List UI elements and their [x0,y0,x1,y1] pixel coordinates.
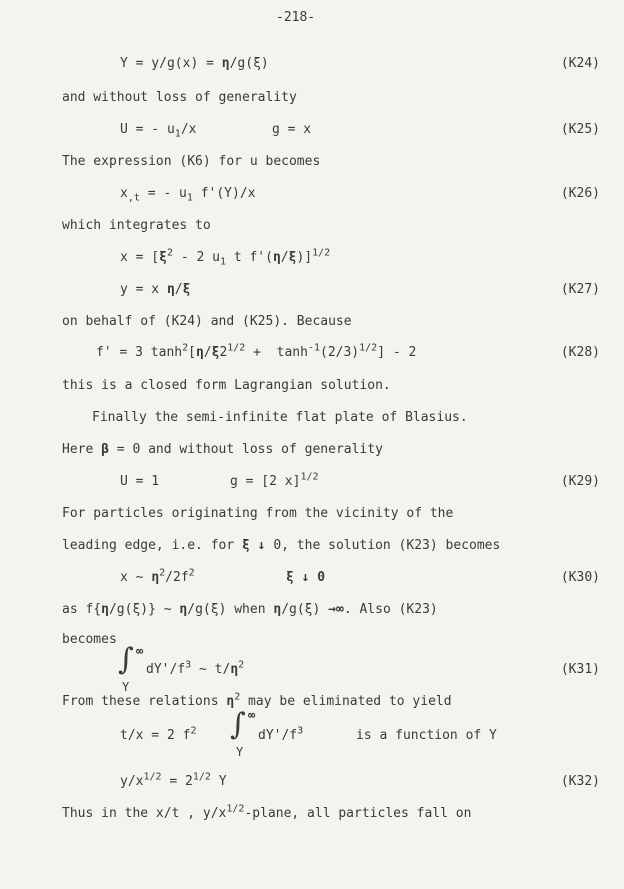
text-line: becomes [62,632,117,647]
equation-k25-part1: U = - $u_1/x$ [120,122,197,140]
equation-k31: $dY'/f^3$ ~ $t/\eta^2$ [146,659,245,677]
text-line: For particles originating from the vicinity of the [62,506,454,521]
integral-upper-limit: ∞ [248,708,256,722]
equation-label-k32: (K32) [560,774,600,789]
text-line: Thus in the x/t , $y/x^{1/2}$-plane, all particles fall on [62,803,472,821]
equation-integrand: $dY'/f^3$ [258,725,304,743]
equation-label-k27: (K27) [560,282,600,297]
equation-k24: Y = y/g(x) = η/g(ξ) [120,56,269,71]
equation-label-k24: (K24) [560,56,600,71]
text-line: this is a closed form Lagrangian solution. [62,378,391,393]
text-line: which integrates to [62,218,211,233]
text-line: From these relations $\eta^2$ may be eliminated to yield [62,691,452,709]
equation-t-over-x: t/x = 2 $f^2$ [120,725,197,743]
equation-label-k29: (K29) [560,474,600,489]
page-number: -218- [276,10,316,25]
integral-sign: ∫ [118,642,134,677]
equation-k30-condition: ξ ↓ 0 [286,570,326,585]
text-line: as f{η/g(ξ)} ~ η/g(ξ) when η/g(ξ) →∞. Also (K23) [62,602,438,617]
equation-label-k28: (K28) [560,345,600,360]
equation-integrated-x: $x = [\xi^2 - 2$ $u_1$ t f'(η/ξ)]$^{1/2}$ [120,247,331,268]
equation-k32: $y/x^{1/2} = 2^{1/2}$ Y [120,771,227,789]
integral-lower-limit: Y [236,745,244,759]
equation-label-k26: (K26) [560,186,600,201]
equation-k29-part2: g = [2 x]$^{1/2}$ [230,471,319,489]
integral-upper-limit: ∞ [136,644,144,658]
equation-k26: $x_{,t}$ = - $u_1$ f'(Y)/x [120,186,256,204]
equation-label-k31: (K31) [560,662,600,677]
equation-k27: y = x η/ξ [120,282,191,297]
text-line: and without loss of generality [62,90,297,105]
text-line: Here β = 0 and without loss of generality [62,442,383,457]
text-line: The expression (K6) for u becomes [62,154,321,169]
equation-k28: f' = 3 $\tanh^2[\eta/\xi 2^{1/2} + \tanh^{-1}(2/3)^{1/2}] - 2$ [96,342,417,360]
text-line: Finally the semi-infinite flat plate of Blasius. [92,410,468,425]
equation-label-k30: (K30) [560,570,600,585]
integral-lower-limit: Y [122,680,130,694]
equation-k30: x ~ $\eta^2/2f^2$ [120,567,195,585]
equation-note: is a function of Y [356,728,497,743]
equation-k25-part2: g = x [272,122,312,137]
equation-k29-part1: U = 1 [120,474,160,489]
text-line: leading edge, i.e. for ξ ↓ 0, the solution (K23) becomes [62,538,501,553]
integral-sign: ∫ [230,707,246,742]
text-line: on behalf of (K24) and (K25). Because [62,314,352,329]
equation-label-k25: (K25) [560,122,600,137]
